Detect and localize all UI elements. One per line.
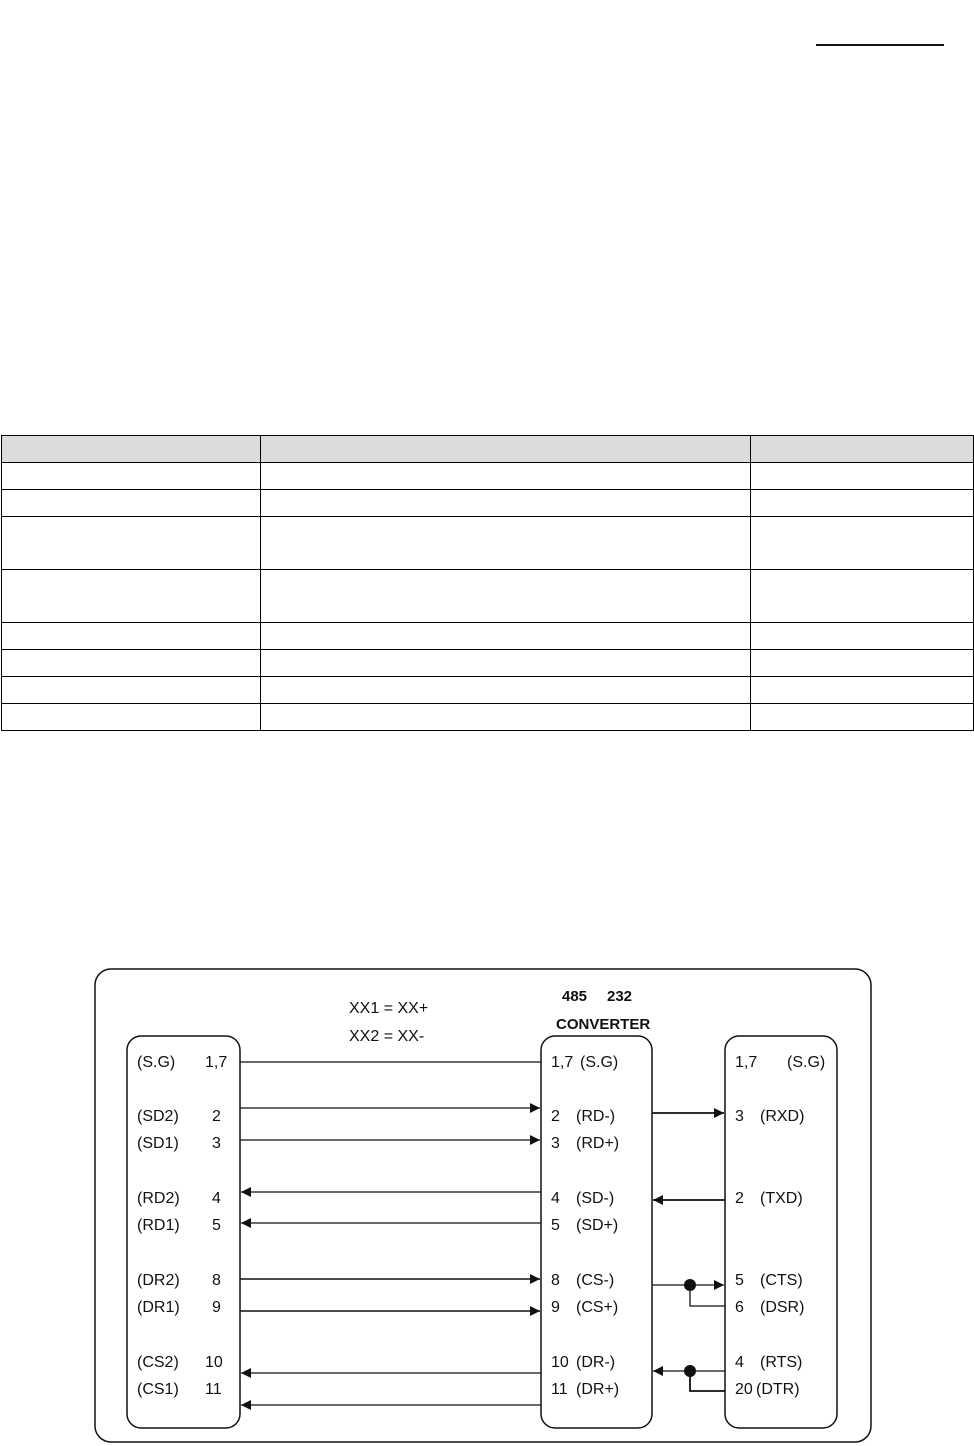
note-line: XX1 = XX+ [349,1000,429,1017]
left-signal-label: (RD2) [137,1190,180,1207]
table-cell [261,517,751,570]
converter-485-signal-label: (CS+) [576,1299,619,1316]
converter-232-pin-label: 5 [735,1272,744,1289]
converter-485-signal-label: (DR+) [576,1381,620,1398]
table-header-cell [751,436,974,463]
table-cell [261,650,751,677]
converter-485-signal-label: (SD+) [576,1217,619,1234]
wire-rts-dtr-bridge [690,1371,725,1391]
table-cell [261,490,751,517]
left-signal-label: (DR1) [137,1299,180,1316]
converter-485-pin-label: 8 [551,1272,560,1289]
converter-485-signal-label: (DR-) [576,1354,616,1371]
table-cell [751,517,974,570]
converter-485-pin-label: 11 [551,1381,568,1398]
spec-table [1,435,974,731]
left-pin-label: 4 [212,1190,221,1207]
table-cell [751,490,974,517]
converter-485-signal-label: (CS-) [576,1272,615,1289]
converter-232-pin-label: 2 [735,1190,744,1207]
left-pin-label: 2 [212,1108,221,1125]
converter-232-pin-label: 3 [735,1108,744,1125]
converter-485-pin-label: 3 [551,1135,560,1152]
table-cell [751,677,974,704]
converter-232-signal-label: (RTS) [760,1354,803,1371]
table-header-row [2,436,974,463]
left-pin-label: 5 [212,1217,221,1234]
converter-label: CONVERTER [556,1016,651,1033]
junction-dot [684,1279,696,1291]
converter-232-signal-label: (TXD) [760,1190,803,1207]
table-cell [261,704,751,731]
table-cell [751,570,974,623]
converter-485-signal-label: (SD-) [576,1190,615,1207]
left-signal-label: (DR2) [137,1272,180,1289]
junction-dot [684,1365,696,1377]
table-cell [2,463,261,490]
converter-232-pin-label: 20 [735,1381,753,1398]
table-cell [751,650,974,677]
table-cell [2,650,261,677]
table-row [2,490,974,517]
table-cell [2,623,261,650]
table-cell [751,704,974,731]
converter-485-pin-label: 9 [551,1299,560,1316]
converter-232-signal-label: (CTS) [760,1272,803,1289]
converter-485-pin-label: 5 [551,1217,560,1234]
converter-485-pin-label: 10 [551,1354,569,1371]
table-cell [2,677,261,704]
converter-232-signal-label: (RXD) [760,1108,805,1125]
left-signal-label: (SD1) [137,1135,179,1152]
left-pin-label: 9 [212,1299,221,1316]
left-signal-label: (RD1) [137,1217,180,1234]
table-cell [261,677,751,704]
left-signal-label: (SD2) [137,1108,179,1125]
converter-232-pin-label: 4 [735,1354,744,1371]
converter-232-signal-label: (DSR) [760,1299,805,1316]
converter-485-signal-label: (RD+) [576,1135,620,1152]
table-cell [2,490,261,517]
left-pin-label: 3 [212,1135,221,1152]
converter-label-485: 485 [562,988,588,1005]
table-cell [261,463,751,490]
table-row [2,570,974,623]
table-cell [2,517,261,570]
table-cell [2,704,261,731]
left-signal-label: (CS1) [137,1381,179,1398]
left-pin-label: 11 [205,1381,222,1398]
converter-485-signal-label: (RD-) [576,1108,616,1125]
converter-232-signal-label: (S.G) [787,1054,826,1071]
left-pin-label: 8 [212,1272,221,1289]
wiring-diagram [0,960,974,1446]
converter-485-signal-label: (S.G) [580,1054,619,1071]
table-cell [751,463,974,490]
table-row [2,463,974,490]
converter-label-232: 232 [607,988,633,1005]
table-row [2,677,974,704]
left-pin-label: 1,7 [205,1054,228,1071]
left-signal-label: (S.G) [137,1054,176,1071]
converter-232-pin-label: 1,7 [735,1054,758,1071]
table-row [2,704,974,731]
table-cell [2,570,261,623]
table-cell [751,623,974,650]
table-cell [261,570,751,623]
table-row [2,517,974,570]
header-rule [816,44,944,46]
wire-cts-dsr-bridge [690,1285,725,1306]
converter-485-pin-label: 4 [551,1190,560,1207]
converter-485-pin-label: 1,7 [551,1054,574,1071]
table-row [2,650,974,677]
converter-485-pin-label: 2 [551,1108,560,1125]
converter-232-signal-label: (DTR) [756,1381,800,1398]
table-header-cell [2,436,261,463]
converter-232-pin-label: 6 [735,1299,744,1316]
table-cell [261,623,751,650]
table-row [2,623,974,650]
table-header-cell [261,436,751,463]
left-pin-label: 10 [205,1354,223,1371]
left-signal-label: (CS2) [137,1354,179,1371]
note-line: XX2 = XX- [349,1028,425,1045]
